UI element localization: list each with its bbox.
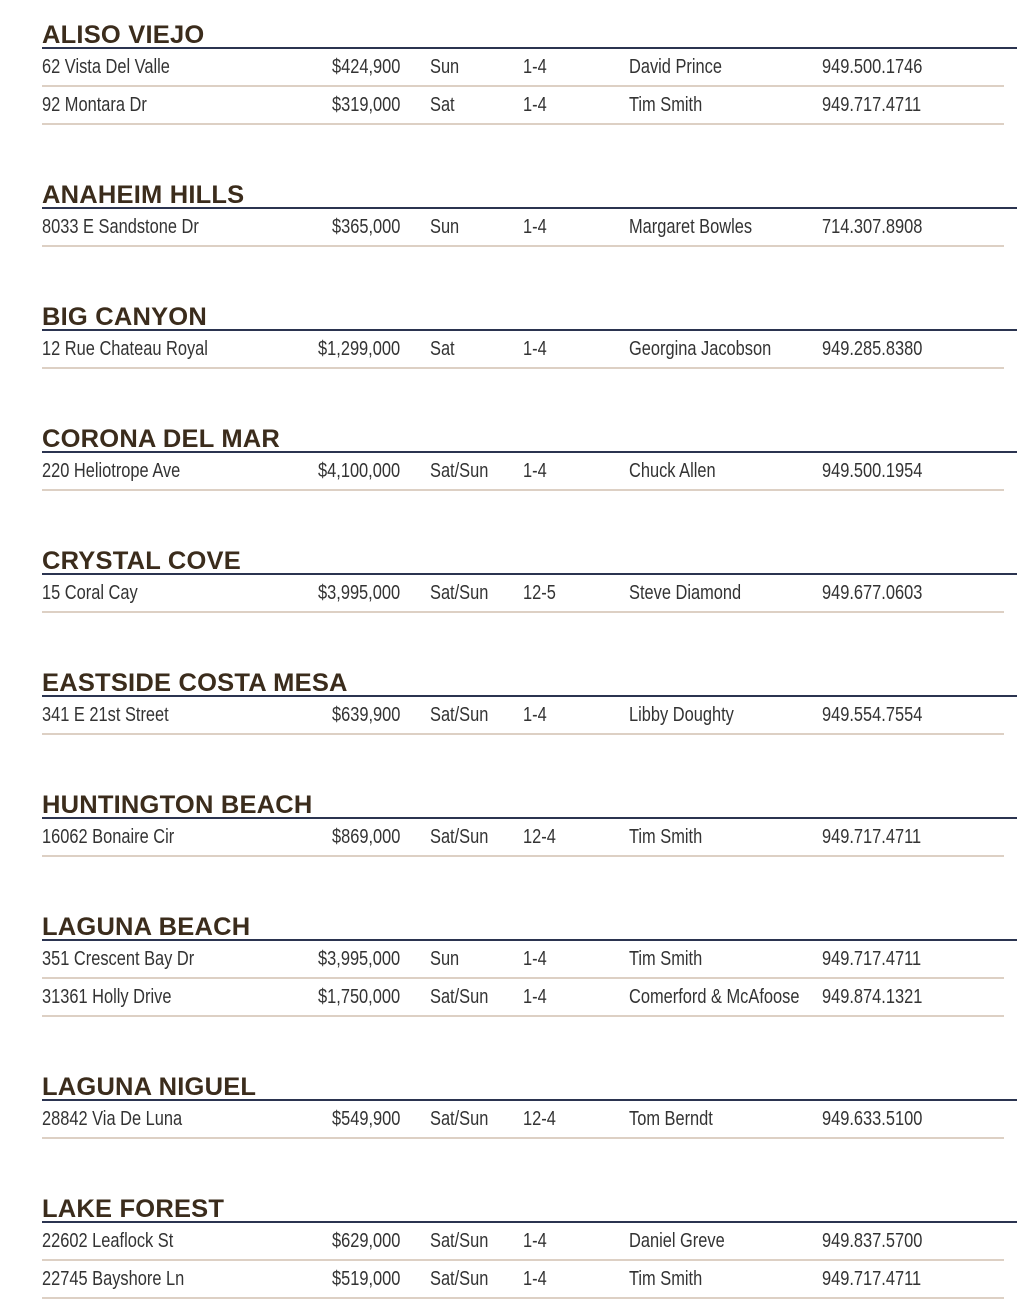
listing-time: 1-4 bbox=[523, 1229, 547, 1252]
listing-time: 1-4 bbox=[523, 459, 547, 482]
listing-day: Sat/Sun bbox=[430, 1229, 489, 1252]
listing-agent: David Prince bbox=[629, 55, 722, 78]
listing-price: $1,750,000 bbox=[317, 985, 400, 1008]
section-spacer bbox=[42, 125, 1004, 178]
listing-row bbox=[42, 1261, 1004, 1299]
listing-day: Sat bbox=[430, 337, 455, 360]
listing-price: $365,000 bbox=[331, 215, 400, 238]
listing-day: Sun bbox=[430, 215, 460, 238]
listing-agent: Georgina Jacobson bbox=[629, 337, 772, 360]
section-crystal-cove bbox=[42, 544, 1004, 613]
listing-row bbox=[42, 453, 1004, 491]
listing-phone: 949.837.5700 bbox=[822, 1229, 923, 1252]
listing-agent: Tim Smith bbox=[629, 947, 703, 970]
listing-row bbox=[42, 331, 1004, 369]
listing-row bbox=[42, 1223, 1004, 1261]
listing-agent: Chuck Allen bbox=[629, 459, 716, 482]
listing-phone: 949.717.4711 bbox=[822, 947, 922, 970]
listing-row bbox=[42, 209, 1004, 247]
listing-address: 220 Heliotrope Ave bbox=[42, 459, 181, 482]
section-eastside-costa-mesa bbox=[42, 666, 1004, 735]
listing-address: 16062 Bonaire Cir bbox=[42, 825, 175, 848]
listing-time: 1-4 bbox=[523, 93, 547, 116]
section-spacer bbox=[42, 491, 1004, 544]
listing-phone: 949.717.4711 bbox=[822, 1267, 922, 1290]
listing-row bbox=[42, 87, 1004, 125]
listing-address: 351 Crescent Bay Dr bbox=[42, 947, 195, 970]
section-spacer bbox=[42, 613, 1004, 666]
section-spacer bbox=[42, 369, 1004, 422]
listing-price: $639,900 bbox=[331, 703, 400, 726]
listing-price: $424,900 bbox=[331, 55, 400, 78]
listing-row bbox=[42, 819, 1004, 857]
listing-price: $549,900 bbox=[331, 1107, 400, 1130]
section-laguna-beach bbox=[42, 910, 1004, 1017]
listing-address: 8033 E Sandstone Dr bbox=[42, 215, 199, 238]
listing-agent: Margaret Bowles bbox=[629, 215, 753, 238]
listing-phone: 949.500.1954 bbox=[822, 459, 923, 482]
listing-address: 341 E 21st Street bbox=[42, 703, 169, 726]
listing-time: 12-4 bbox=[523, 1107, 556, 1130]
listing-time: 1-4 bbox=[523, 985, 547, 1008]
section-title: BIG CANYON bbox=[42, 300, 1017, 331]
listing-address: 31361 Holly Drive bbox=[42, 985, 172, 1008]
listing-agent: Steve Diamond bbox=[629, 581, 742, 604]
listing-day: Sat/Sun bbox=[430, 825, 489, 848]
listing-price: $519,000 bbox=[331, 1267, 400, 1290]
listing-price: $4,100,000 bbox=[317, 459, 400, 482]
section-title: CORONA DEL MAR bbox=[42, 422, 1017, 453]
section-spacer bbox=[42, 247, 1004, 300]
listing-day: Sun bbox=[430, 947, 460, 970]
listing-day: Sat/Sun bbox=[430, 581, 489, 604]
listing-row bbox=[42, 941, 1004, 979]
open-house-listings bbox=[42, 18, 1004, 1299]
section-spacer bbox=[42, 1139, 1004, 1192]
listing-price: $629,000 bbox=[331, 1229, 400, 1252]
listing-day: Sat/Sun bbox=[430, 459, 489, 482]
section-title: LAGUNA NIGUEL bbox=[42, 1070, 1017, 1101]
section-title: CRYSTAL COVE bbox=[42, 544, 1017, 575]
listing-row bbox=[42, 575, 1004, 613]
listing-price: $3,995,000 bbox=[317, 581, 400, 604]
section-title: LAGUNA BEACH bbox=[42, 910, 1017, 941]
section-title: HUNTINGTON BEACH bbox=[42, 788, 1017, 819]
listing-day: Sun bbox=[430, 55, 460, 78]
listing-time: 1-4 bbox=[523, 1267, 547, 1290]
listing-day: Sat/Sun bbox=[430, 703, 489, 726]
listing-price: $1,299,000 bbox=[317, 337, 400, 360]
section-spacer bbox=[42, 1017, 1004, 1070]
listing-time: 12-4 bbox=[523, 825, 556, 848]
section-title: ALISO VIEJO bbox=[42, 18, 1017, 49]
listing-address: 62 Vista Del Valle bbox=[42, 55, 170, 78]
section-spacer bbox=[42, 857, 1004, 910]
listing-phone: 949.874.1321 bbox=[822, 985, 923, 1008]
listing-time: 12-5 bbox=[523, 581, 556, 604]
listing-address: 92 Montara Dr bbox=[42, 93, 147, 116]
listing-agent: Tom Berndt bbox=[629, 1107, 713, 1130]
listing-day: Sat/Sun bbox=[430, 1107, 489, 1130]
listing-row bbox=[42, 1101, 1004, 1139]
listing-address: 22602 Leaflock St bbox=[42, 1229, 174, 1252]
listing-day: Sat/Sun bbox=[430, 1267, 489, 1290]
listing-phone: 949.717.4711 bbox=[822, 93, 922, 116]
listing-address: 15 Coral Cay bbox=[42, 581, 138, 604]
listing-agent: Tim Smith bbox=[629, 93, 703, 116]
section-aliso-viejo bbox=[42, 18, 1004, 125]
section-big-canyon bbox=[42, 300, 1004, 369]
listing-agent: Tim Smith bbox=[629, 1267, 703, 1290]
listing-agent: Daniel Greve bbox=[629, 1229, 725, 1252]
listing-phone: 949.500.1746 bbox=[822, 55, 923, 78]
section-huntington-beach bbox=[42, 788, 1004, 857]
listing-row bbox=[42, 979, 1004, 1017]
listing-address: 12 Rue Chateau Royal bbox=[42, 337, 208, 360]
listing-phone: 949.554.7554 bbox=[822, 703, 923, 726]
section-title: LAKE FOREST bbox=[42, 1192, 1017, 1223]
listing-day: Sat/Sun bbox=[430, 985, 489, 1008]
listing-time: 1-4 bbox=[523, 703, 547, 726]
listing-price: $869,000 bbox=[331, 825, 400, 848]
section-lake-forest bbox=[42, 1192, 1004, 1299]
section-spacer bbox=[42, 735, 1004, 788]
listing-time: 1-4 bbox=[523, 337, 547, 360]
listing-row bbox=[42, 49, 1004, 87]
listing-price: $3,995,000 bbox=[317, 947, 400, 970]
listing-time: 1-4 bbox=[523, 215, 547, 238]
listing-agent: Libby Doughty bbox=[629, 703, 734, 726]
listing-agent: Tim Smith bbox=[629, 825, 703, 848]
listing-agent: Comerford & McAfoose bbox=[629, 985, 800, 1008]
section-corona-del-mar bbox=[42, 422, 1004, 491]
listing-row bbox=[42, 697, 1004, 735]
listing-time: 1-4 bbox=[523, 55, 547, 78]
section-anaheim-hills bbox=[42, 178, 1004, 247]
listing-day: Sat bbox=[430, 93, 455, 116]
listing-price: $319,000 bbox=[331, 93, 400, 116]
listing-phone: 949.717.4711 bbox=[822, 825, 922, 848]
listing-address: 22745 Bayshore Ln bbox=[42, 1267, 185, 1290]
section-title: ANAHEIM HILLS bbox=[42, 178, 1017, 209]
listing-phone: 714.307.8908 bbox=[822, 215, 923, 238]
section-title: EASTSIDE COSTA MESA bbox=[42, 666, 1017, 697]
listing-phone: 949.285.8380 bbox=[822, 337, 923, 360]
listing-address: 28842 Via De Luna bbox=[42, 1107, 183, 1130]
listing-phone: 949.633.5100 bbox=[822, 1107, 923, 1130]
listing-time: 1-4 bbox=[523, 947, 547, 970]
section-laguna-niguel bbox=[42, 1070, 1004, 1139]
listing-phone: 949.677.0603 bbox=[822, 581, 923, 604]
